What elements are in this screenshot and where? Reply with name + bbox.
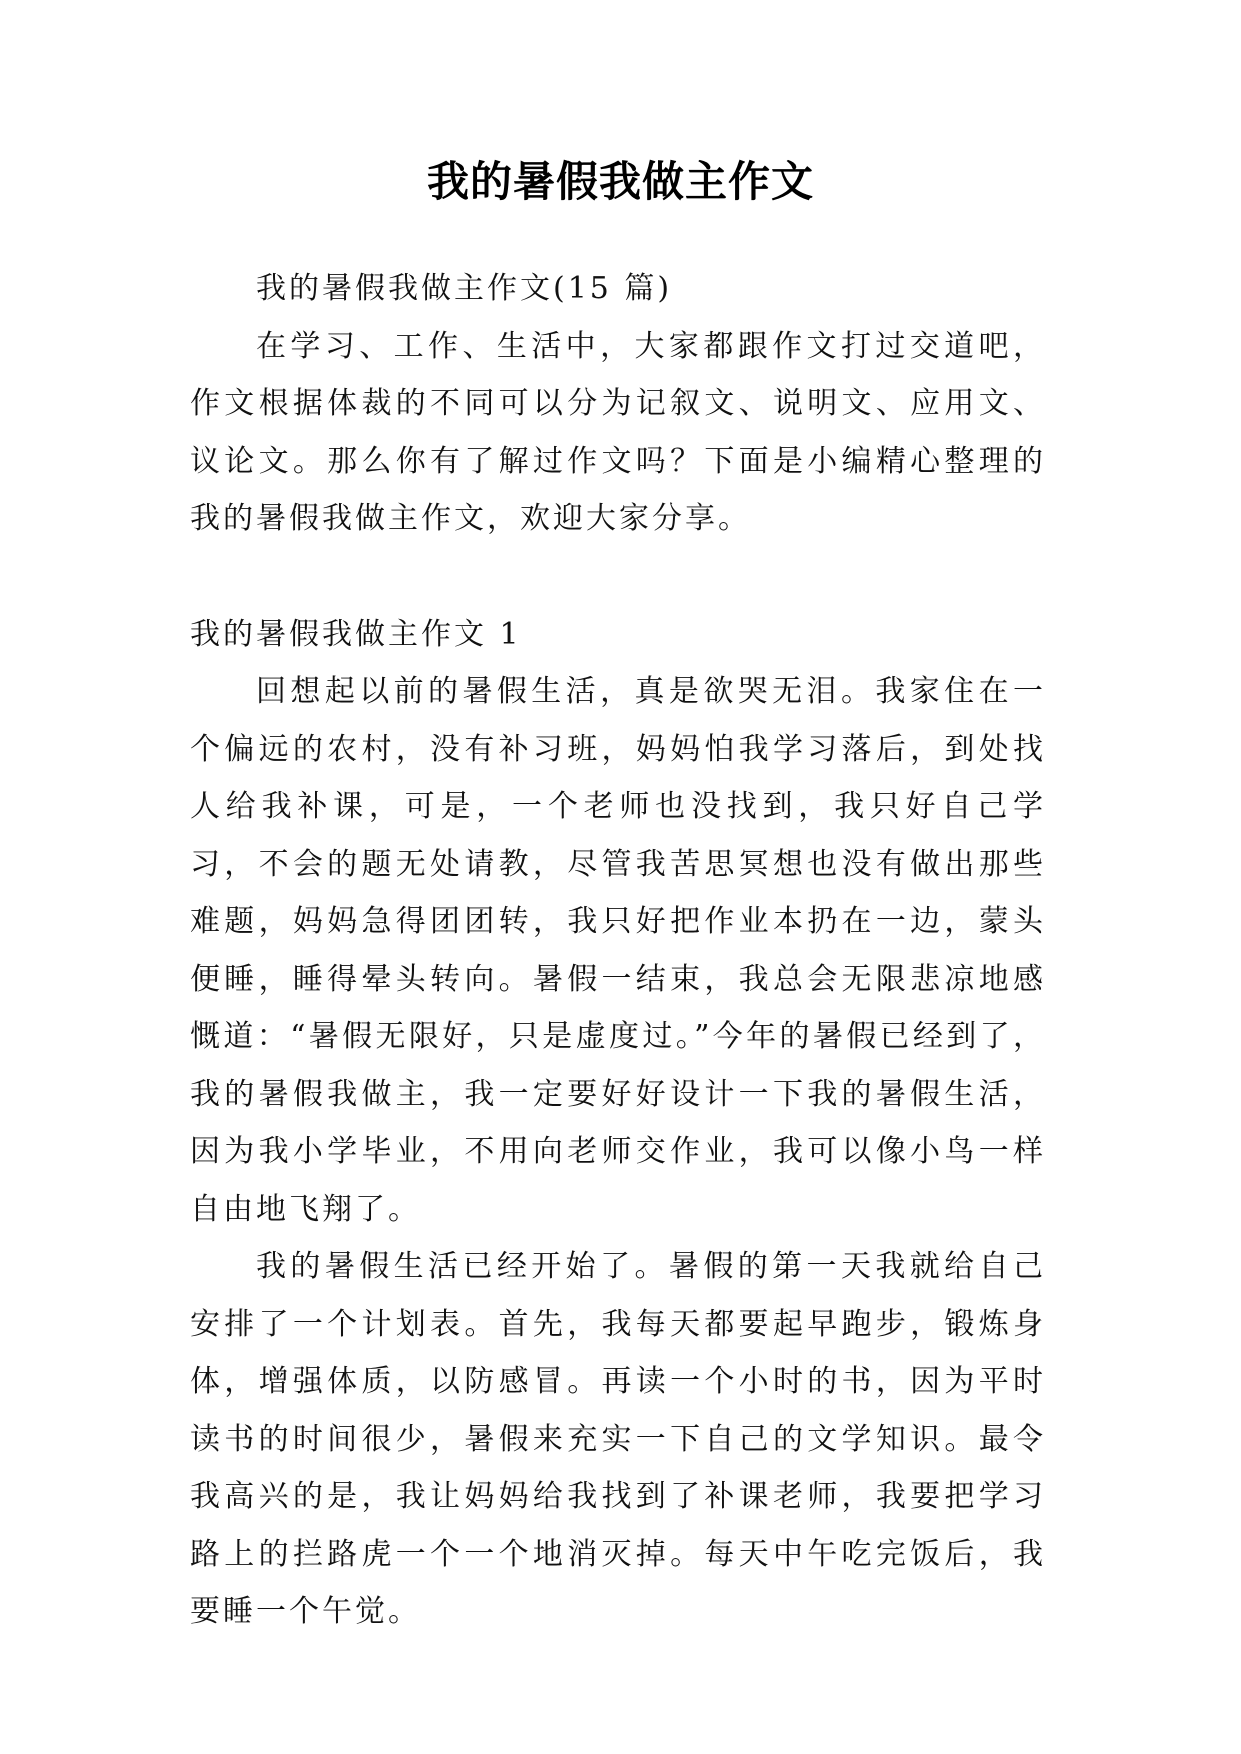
paragraph-spacer <box>190 548 1046 606</box>
body-paragraph-2: 我的暑假生活已经开始了。暑假的第一天我就给自己安排了一个计划表。首先，我每天都要起早跑步，锻炼身体，增强体质，以防感冒。再读一个小时的书，因为平时读书的时间很少，暑假来充实一下自己的文学知识。最令我高兴的是，我让妈妈给我找到了补课老师，我要把学习路上的拦路虎一个一个地消灭掉。每天中午吃完饭后，我要睡一个午觉。 <box>190 1249 1046 1629</box>
body-paragraph-1: 回想起以前的暑假生活，真是欲哭无泪。我家住在一个偏远的农村，没有补习班，妈妈怕我学习落后，到处找人给我补课，可是，一个老师也没找到，我只好自己学习，不会的题无处请教，尽管我苦思冥想也没有做出那些难题，妈妈急得团团转，我只好把作业本扔在一边，蒙头便睡，睡得晕头转向。暑假一结束，我总会无限悲凉地感慨道：“暑假无限好，只是虚度过。”今年的暑假已经到了，我的暑假我做主，我一定要好好设计一下我的暑假生活，因为我小学毕业，不用向老师交作业，我可以像小鸟一样自由地飞翔了。 <box>190 674 1046 1227</box>
document-title: 我的暑假我做主作文 <box>426 157 814 206</box>
document-body <box>190 260 1046 1641</box>
document-subtitle: 我的暑假我做主作文(15 篇) <box>256 271 673 306</box>
section-heading: 我的暑假我做主作文 1 <box>190 616 522 652</box>
intro-paragraph: 在学习、工作、生活中，大家都跟作文打过交道吧，作文根据体裁的不同可以分为记叙文、说明文、应用文、议论文。那么你有了解过作文吗？下面是小编精心整理的我的暑假我做主作文，欢迎大家分享。 <box>190 328 1046 536</box>
